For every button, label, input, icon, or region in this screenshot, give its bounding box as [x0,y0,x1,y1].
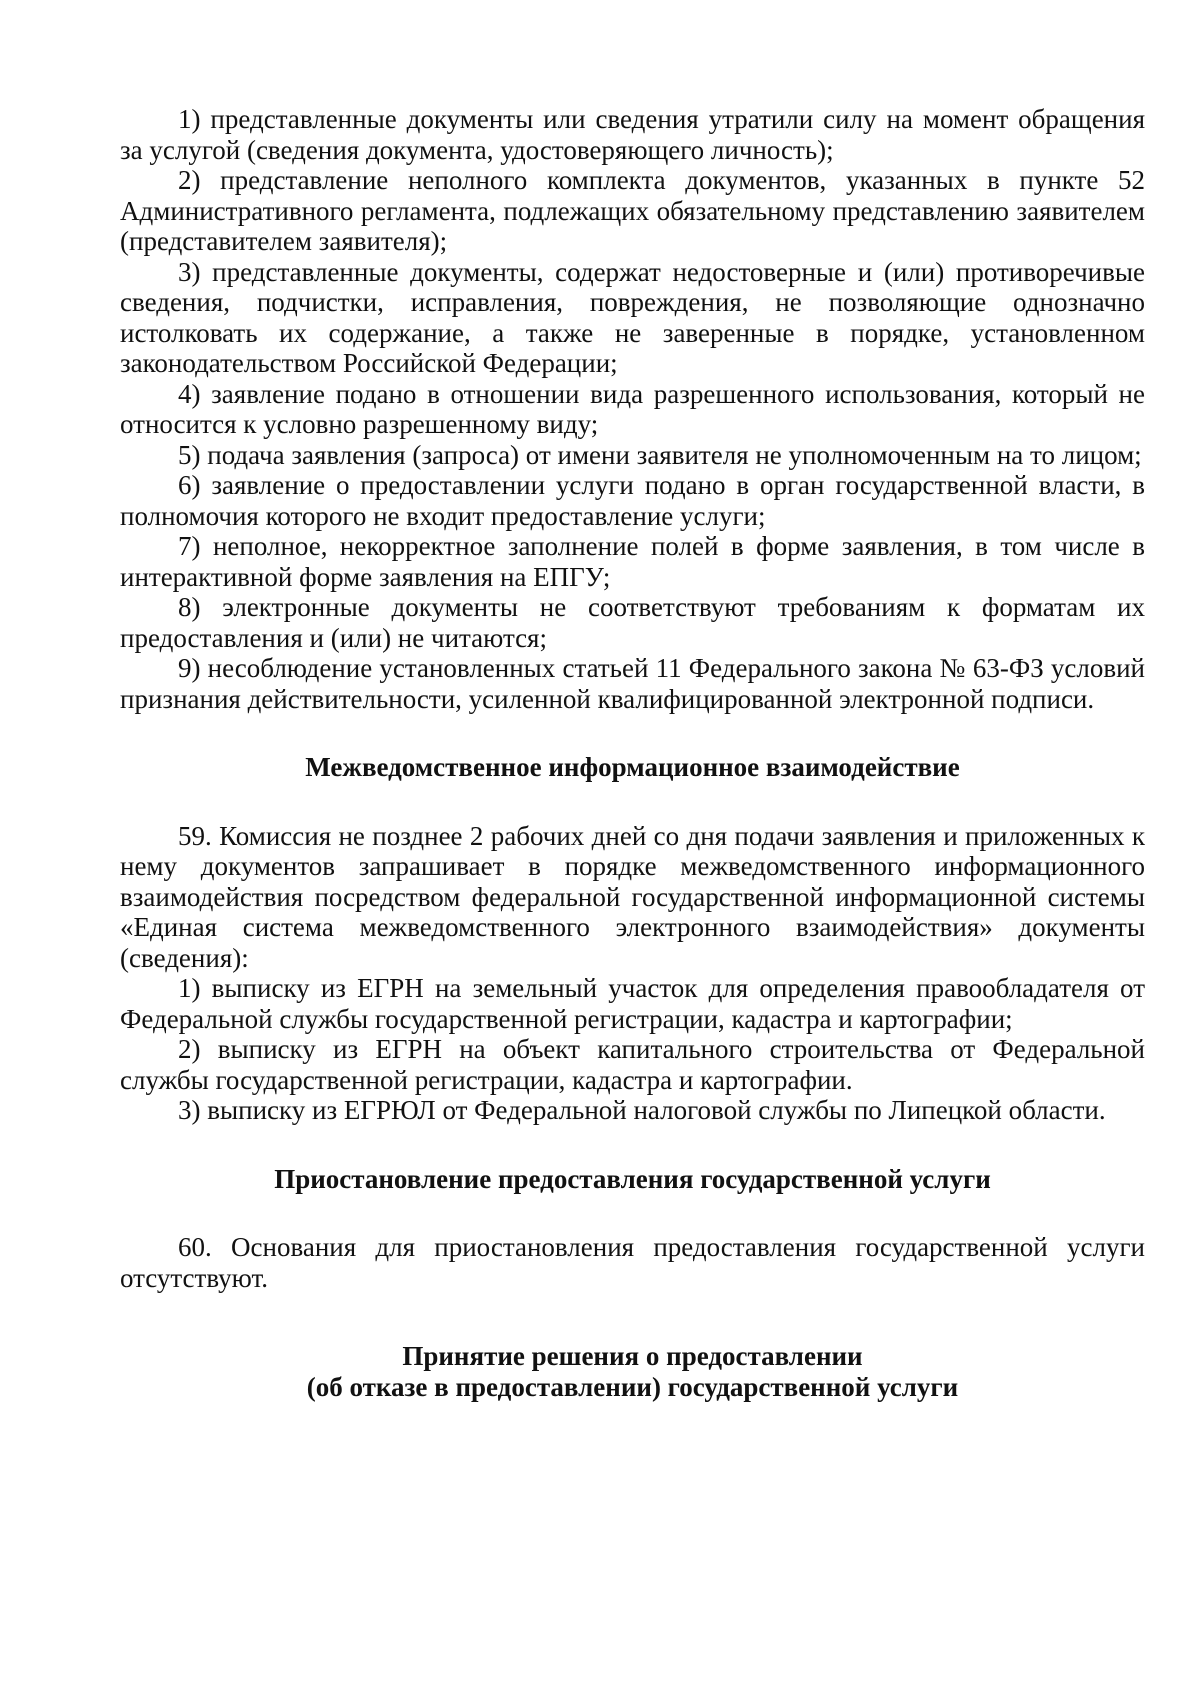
section-heading-suspension: Приостановление предоставления государственной услуги [274,1163,991,1194]
list-item: 5) подача заявления (запроса) от имени заявителя не уполномоченным на то лицом; [178,439,1142,470]
list-item: 2) выписку из ЕГРН на объект капитального строительства от Федеральной службы государственной регистрации, кадастра и картографии. [120,1034,1145,1095]
section-heading-decision-line1: Принятие решения о предоставлении [402,1341,863,1371]
list-item: 6) заявление о предоставлении услуги подано в орган государственной власти, в полномочия которого не входит предоставление услуги; [120,470,1145,531]
section-heading-decision [120,1341,1145,1402]
section-heading-interagency: Межведомственное информационное взаимодействие [305,752,960,782]
list-item: 8) электронные документы не соответствуют требованиям к форматам их предоставления и (или) не читаются; [120,592,1145,653]
list-item: 1) выписку из ЕГРН на земельный участок для определения правообладателя от Федеральной службы государственной регистрации, кадастра и картографии; [120,973,1145,1034]
list-item: 9) несоблюдение установленных статьей 11 Федерального закона № 63-ФЗ условий признания действительности, усиленной квалифицированной электронной подписи. [120,653,1145,714]
document-page [120,104,1145,1402]
list-item: 7) неполное, некорректное заполнение полей в форме заявления, в том числе в интерактивной форме заявления на ЕПГУ; [120,531,1145,592]
list-item: 1) представленные документы или сведения утратили силу на момент обращения за услугой (сведения документа, удостоверяющего личность); [120,104,1145,165]
list-item: 3) представленные документы, содержат недостоверные и (или) противоречивые сведения, подчистки, исправления, повреждения, не позволяющие однозначно истолковать их содержание, а также не заверенные в порядке, установленном законодательством Российской Федерации; [120,256,1145,378]
section-heading-decision-line2: (об отказе в предоставлении) государственной услуги [306,1371,959,1402]
list-item: 3) выписку из ЕГРЮЛ от Федеральной налоговой службы по Липецкой области. [178,1095,1106,1125]
paragraph-59: 59. Комиссия не позднее 2 рабочих дней со дня подачи заявления и приложенных к нему документов запрашивает в порядке межведомственного информационного взаимодействия посредством федеральной государственной информационной системы «Единая система межведомственного электронного взаимодействия» документы (сведения): [120,820,1145,973]
list-item: 4) заявление подано в отношении вида разрешенного использования, который не относится к условно разрешенному виду; [120,378,1145,439]
list-item: 2) представление неполного комплекта документов, указанных в пункте 52 Административного регламента, подлежащих обязательному представлению заявителем (представителем заявителя); [120,165,1145,256]
paragraph-60: 60. Основания для приостановления предоставления государственной услуги отсутствуют. [120,1232,1145,1293]
